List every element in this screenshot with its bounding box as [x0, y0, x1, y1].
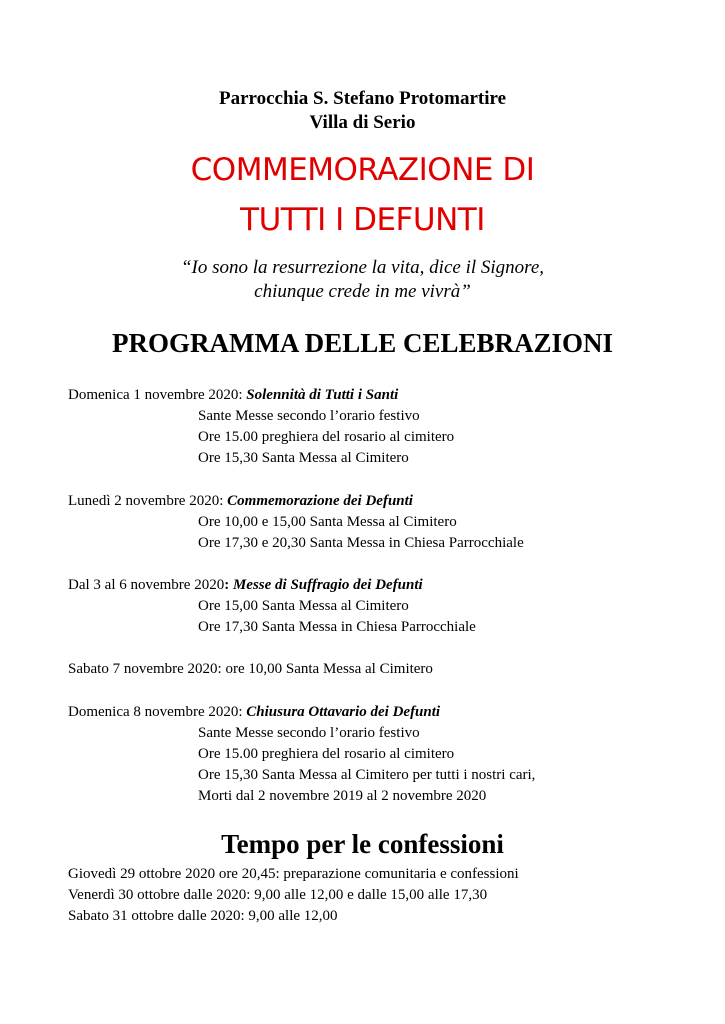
confession-line: Venerdì 30 ottobre dalle 2020: 9,00 alle 12,00 e dalle 15,00 alle 17,30 [68, 887, 488, 903]
quote-line1: “Io sono la resurrezione la vita, dice il Signore, [180, 257, 545, 278]
main-title-line1: COMMEMORAZIONE DI [190, 152, 535, 188]
confession-line: Giovedì 29 ottobre 2020 ore 20,45: preparazione comunitaria e confessioni [68, 866, 519, 882]
day2-name: Commemorazione dei Defunti [227, 493, 413, 509]
day5-item: Ore 15.00 preghiera del rosario al cimitero [198, 746, 455, 762]
day2-item: Ore 17,30 e 20,30 Santa Messa in Chiesa Parrocchiale [198, 535, 524, 551]
day1-item: Ore 15,30 Santa Messa al Cimitero [198, 450, 409, 466]
day5-date: Domenica 8 novembre 2020: [68, 704, 247, 720]
day2-item: Ore 10,00 e 15,00 Santa Messa al Cimitero [198, 514, 457, 530]
parish-town: Villa di Serio [309, 112, 416, 133]
parish-name: Parrocchia S. Stefano Protomartire [218, 88, 507, 109]
confession-line: Sabato 31 ottobre dalle 2020: 9,00 alle 12,00 [68, 908, 338, 924]
day5-line [68, 704, 440, 721]
day1-name: Solennità di Tutti i Santi [246, 387, 399, 403]
day5-item: Sante Messe secondo l’orario festivo [198, 725, 420, 741]
day1-date: Domenica 1 novembre 2020: [68, 387, 247, 403]
day5-item: Ore 15,30 Santa Messa al Cimitero per tutti i nostri cari, [198, 767, 536, 783]
quote-line2: chiunque crede in me vivrà” [254, 281, 471, 302]
day3-name: Messe di Suffragio dei Defunti [232, 577, 423, 593]
day1-line [68, 387, 398, 404]
day3-item: Ore 17,30 Santa Messa in Chiesa Parrocchiale [198, 619, 476, 635]
program-heading: PROGRAMMA DELLE CELEBRAZIONI [111, 328, 614, 358]
day3-item: Ore 15,00 Santa Messa al Cimitero [198, 598, 409, 614]
day2-date: Lunedì 2 novembre 2020: [68, 493, 228, 509]
confessions-heading: Tempo per le confessioni [221, 829, 504, 859]
day3-colon: : [224, 577, 233, 593]
day5-name: Chiusura Ottavario dei Defunti [246, 704, 441, 720]
main-title-line2: TUTTI I DEFUNTI [240, 202, 485, 238]
day5-item: Morti dal 2 novembre 2019 al 2 novembre 2020 [198, 788, 487, 804]
day3-line [68, 577, 423, 594]
day1-item: Ore 15.00 preghiera del rosario al cimitero [198, 429, 455, 445]
day3-date: Dal 3 al 6 novembre 2020 [68, 577, 225, 593]
day4-line: Sabato 7 novembre 2020: ore 10,00 Santa Messa al Cimitero [68, 661, 433, 677]
day1-item: Sante Messe secondo l’orario festivo [198, 408, 420, 424]
day2-line [68, 493, 413, 510]
